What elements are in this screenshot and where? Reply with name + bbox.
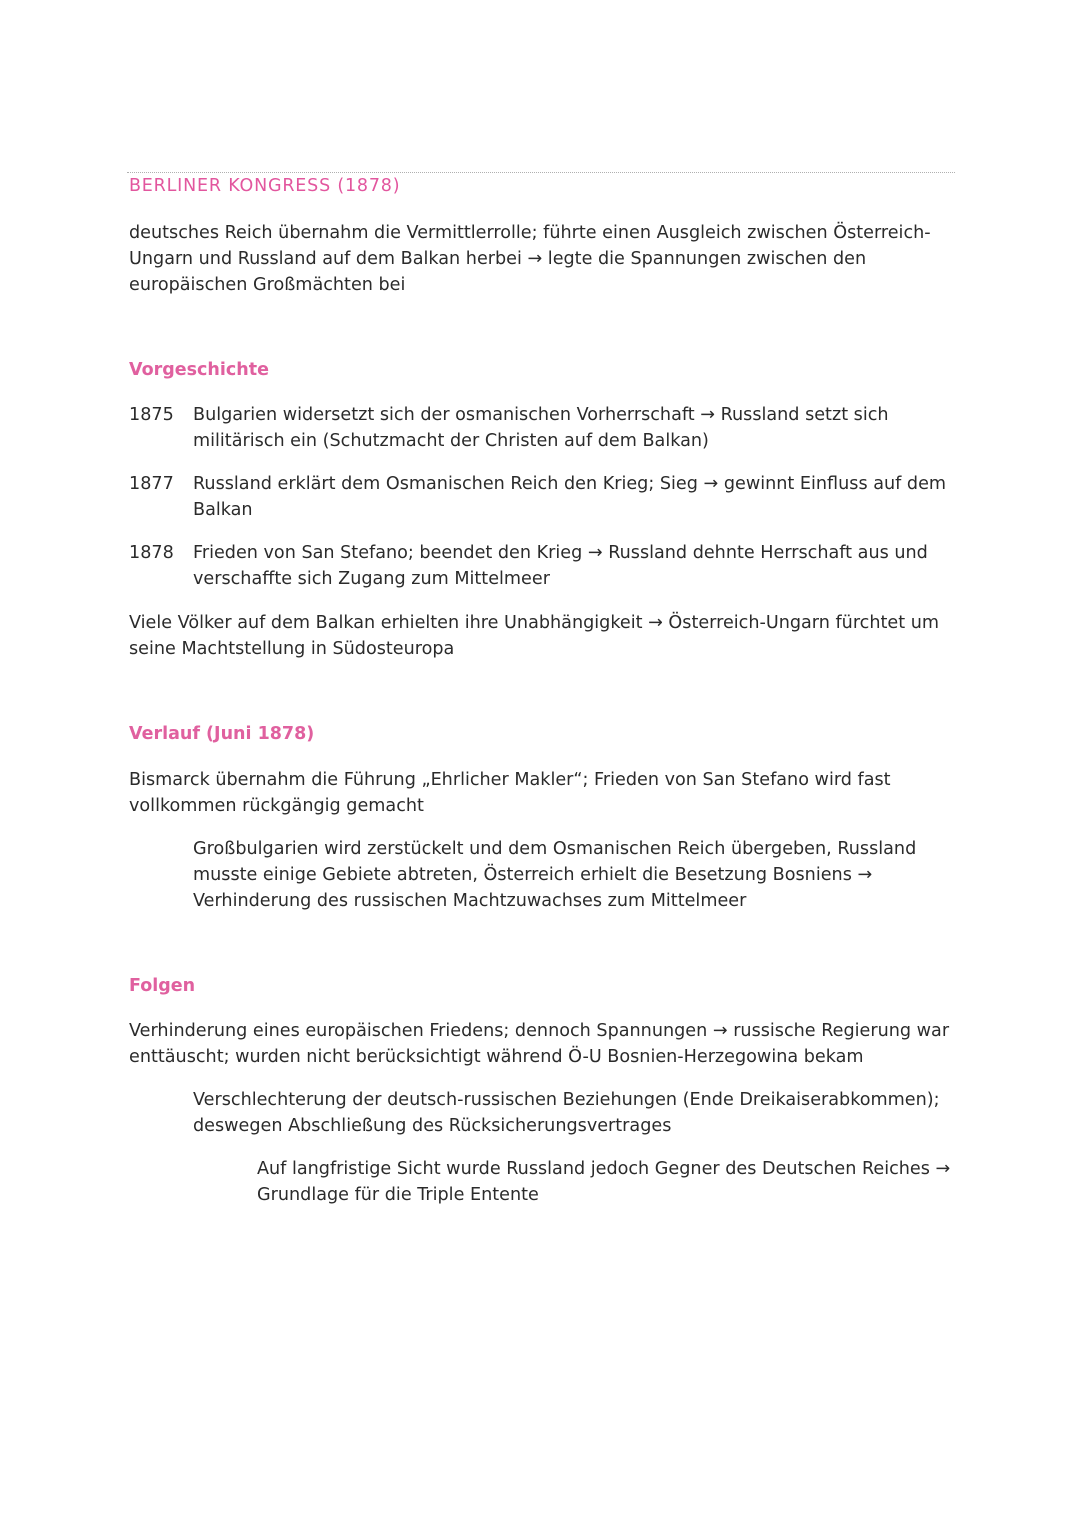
verlauf-detail: Großbulgarien wird zerstückelt und dem Osmanischen Reich übergeben, Russland musste einige Gebiete abtreten, Österreich erhielt die Besetzung Bosniens → Verhinderung des russischen Machtzuwachses zum Mittelmeer [193, 839, 917, 911]
timeline-year: 1877 [129, 474, 174, 494]
folgen-detail-2: Auf langfristige Sicht wurde Russland jedoch Gegner des Deutschen Reiches → Grundlage für die Triple Entente [257, 1159, 951, 1205]
timeline-entry [129, 402, 959, 454]
verlauf-paragraph: Bismarck übernahm die Führung „Ehrlicher Makler“; Frieden von San Stefano wird fast vollkommen rückgängig gemacht [129, 770, 891, 816]
timeline-year: 1878 [129, 543, 174, 563]
folgen-paragraph: Verhinderung eines europäischen Friedens; dennoch Spannungen → russische Regierung war enttäuscht; wurden nicht berücksichtigt während Ö-U Bosnien-Herzegowina bekam [129, 1021, 950, 1067]
folgen-detail-1: Verschlechterung der deutsch-russischen Beziehungen (Ende Dreikaiserabkommen); deswegen Abschließung des Rücksicherungsvertrages [193, 1090, 940, 1136]
heading-folgen: Folgen [129, 976, 196, 996]
timeline-text: Frieden von San Stefano; beendet den Krieg → Russland dehnte Herrschaft aus und verschaffte sich Zugang zum Mittelmeer [193, 543, 928, 589]
timeline-text: Bulgarien widersetzt sich der osmanischen Vorherrschaft → Russland setzt sich militärisch ein (Schutzmacht der Christen auf dem Balkan) [193, 405, 889, 451]
title-divider [127, 172, 955, 173]
timeline-entry [129, 540, 959, 592]
intro-paragraph: deutsches Reich übernahm die Vermittlerrolle; führte einen Ausgleich zwischen Österreich- Ungarn und Russland auf dem Balkan herbei → legte die Spannungen zwischen den europäischen Großmächten bei [129, 223, 931, 295]
vorgeschichte-summary: Viele Völker auf dem Balkan erhielten ihre Unabhängigkeit → Österreich-Ungarn fürchtet um seine Machtstellung in Südosteuropa [129, 613, 939, 659]
heading-verlauf: Verlauf (Juni 1878) [129, 724, 315, 744]
timeline-entry [129, 471, 959, 523]
document-title: BERLINER KONGRESS (1878) [129, 176, 401, 196]
timeline-year: 1875 [129, 405, 174, 425]
heading-vorgeschichte: Vorgeschichte [129, 360, 269, 380]
timeline-text: Russland erklärt dem Osmanischen Reich den Krieg; Sieg → gewinnt Einfluss auf dem Balkan [193, 474, 947, 520]
